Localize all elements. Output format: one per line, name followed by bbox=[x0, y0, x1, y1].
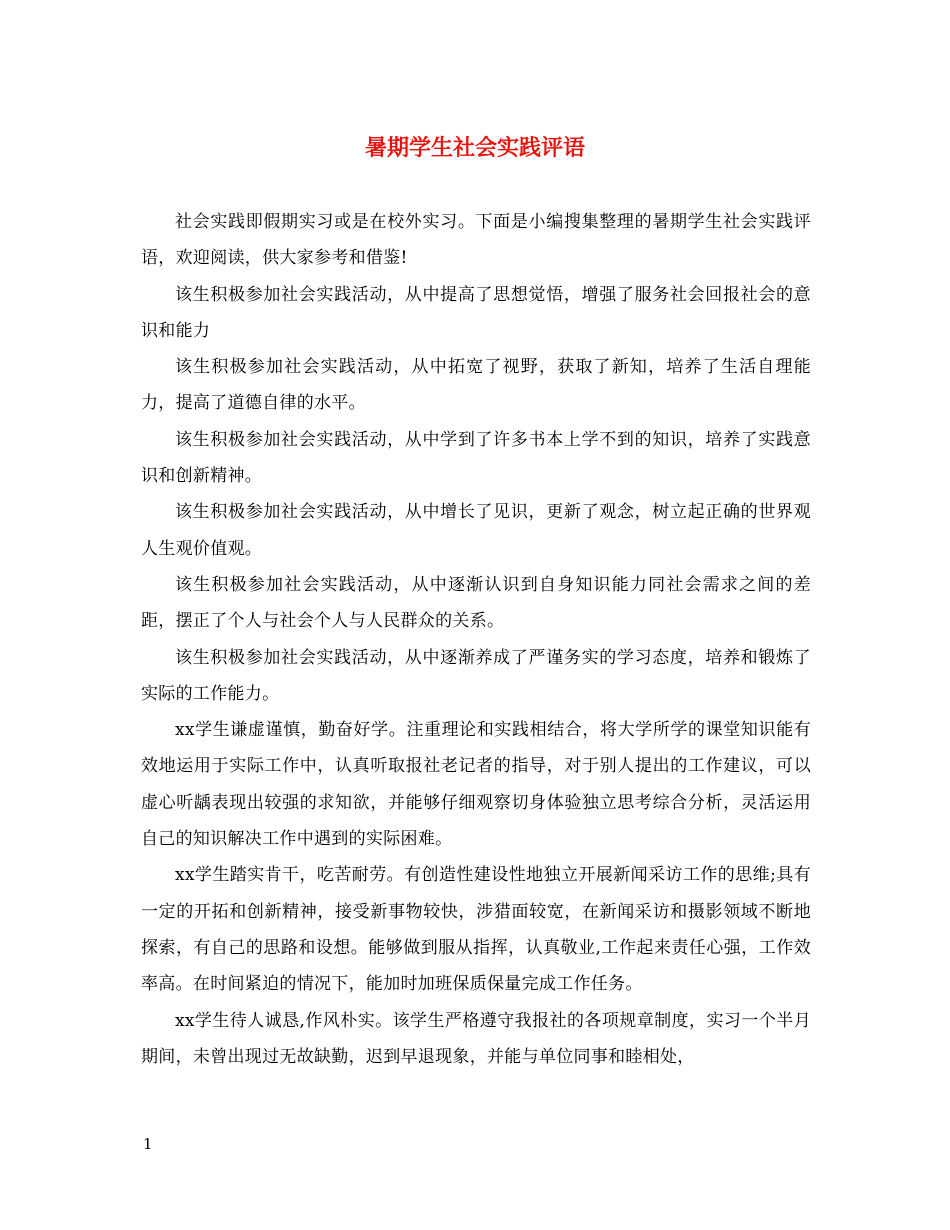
comment-paragraph: xx学生踏实肯干，吃苦耐劳。有创造性建设性地独立开展新闻采访工作的思维;具有一定的开拓和创新精神，接受新事物较快，涉猎面较宽，在新闻采访和摄影领域不断地探索，有自己的思路和设想。能够做到服从指挥，认真敬业,工作起来责任心强，工作效率高。在时间紧迫的情况下，能加时加班保质保量完成工作任务。 bbox=[141, 865, 811, 995]
document-title: 暑期学生社会实践评语 bbox=[364, 135, 585, 161]
document-body bbox=[141, 204, 811, 1075]
page-number: 1 bbox=[143, 1135, 153, 1153]
comment-paragraph: 该生积极参加社会实践活动，从中逐渐养成了严谨务实的学习态度，培养和锻炼了实际的工作能力。 bbox=[141, 647, 811, 704]
comment-paragraph: 该生积极参加社会实践活动，从中拓宽了视野，获取了新知，培养了生活自理能力，提高了道德自律的水平。 bbox=[141, 357, 811, 414]
intro-paragraph: 社会实践即假期实习或是在校外实习。下面是小编搜集整理的暑期学生社会实践评语，欢迎阅读，供大家参考和借鉴! bbox=[141, 212, 811, 269]
comment-paragraph: 该生积极参加社会实践活动，从中逐渐认识到自身知识能力同社会需求之间的差距，摆正了个人与社会个人与人民群众的关系。 bbox=[141, 574, 811, 632]
comment-paragraph: xx学生谦虚谨慎，勤奋好学。注重理论和实践相结合，将大学所学的课堂知识能有效地运用于实际工作中，认真听取报社老记者的指导，对于别人提出的工作建议，可以虚心听龋表现出较强的求知欲，并能够仔细观察切身体验独立思考综合分析，灵活运用自己的知识解决工作中遇到的实际困难。 bbox=[141, 720, 811, 850]
comment-paragraph: 该生积极参加社会实践活动，从中学到了许多书本上学不到的知识，培养了实践意识和创新精神。 bbox=[141, 429, 811, 487]
comment-paragraph: 该生积极参加社会实践活动，从中提高了思想觉悟，增强了服务社会回报社会的意识和能力 bbox=[141, 284, 811, 341]
comment-paragraph: 该生积极参加社会实践活动，从中增长了见识，更新了观念，树立起正确的世界观人生观价值观。 bbox=[141, 502, 811, 559]
comment-paragraph: xx学生待人诚恳,作风朴实。该学生严格遵守我报社的各项规章制度，实习一个半月期间，未曾出现过无故缺勤，迟到早退现象，并能与单位同事和睦相处， bbox=[141, 1010, 811, 1067]
